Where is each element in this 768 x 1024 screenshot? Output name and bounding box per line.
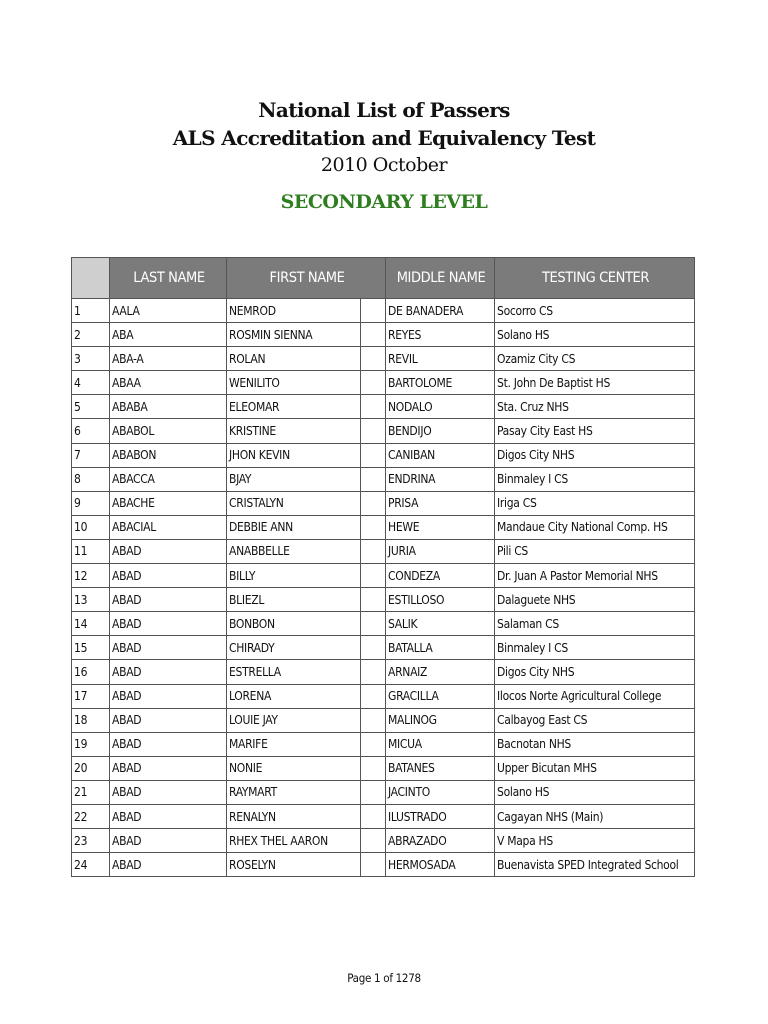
cell-index: 14 (72, 612, 110, 636)
cell-testing-center: Binmaley I CS (495, 636, 695, 660)
cell-middle-name: DE BANADERA (386, 299, 495, 323)
cell-index: 16 (72, 660, 110, 684)
cell-middle-name: CANIBAN (386, 443, 495, 467)
cell-middle-name: MALINOG (386, 708, 495, 732)
cell-testing-center: Pasay City East HS (495, 419, 695, 443)
table-row (72, 756, 695, 780)
cell-spacer (361, 829, 386, 853)
cell-testing-center: Dr. Juan A Pastor Memorial NHS (495, 564, 695, 588)
cell-index: 2 (72, 323, 110, 347)
table-row (72, 804, 695, 828)
cell-testing-center: Solano HS (495, 323, 695, 347)
cell-first-name: RENALYN (227, 804, 361, 828)
header-last-name: LAST NAME (110, 258, 227, 299)
header-middle-name: MIDDLE NAME (386, 258, 495, 299)
cell-index: 9 (72, 491, 110, 515)
cell-middle-name: ENDRINA (386, 467, 495, 491)
cell-first-name: ESTRELLA (227, 660, 361, 684)
cell-last-name: ABABOL (110, 419, 227, 443)
cell-index: 6 (72, 419, 110, 443)
cell-index: 3 (72, 347, 110, 371)
cell-testing-center: Sta. Cruz NHS (495, 395, 695, 419)
cell-first-name: WENILITO (227, 371, 361, 395)
cell-index: 12 (72, 564, 110, 588)
passers-table (71, 257, 695, 877)
cell-first-name: JHON KEVIN (227, 443, 361, 467)
cell-first-name: BONBON (227, 612, 361, 636)
cell-spacer (361, 756, 386, 780)
cell-last-name: ABAD (110, 829, 227, 853)
cell-testing-center: Digos City NHS (495, 660, 695, 684)
cell-index: 5 (72, 395, 110, 419)
table-row (72, 708, 695, 732)
table-row (72, 780, 695, 804)
cell-last-name: AALA (110, 299, 227, 323)
cell-spacer (361, 515, 386, 539)
cell-first-name: RHEX THEL AARON (227, 829, 361, 853)
cell-first-name: BLIEZL (227, 588, 361, 612)
cell-index: 11 (72, 539, 110, 563)
cell-last-name: ABAD (110, 756, 227, 780)
cell-spacer (361, 347, 386, 371)
cell-first-name: LORENA (227, 684, 361, 708)
cell-last-name: ABA (110, 323, 227, 347)
cell-last-name: ABAD (110, 564, 227, 588)
cell-last-name: ABACIAL (110, 515, 227, 539)
cell-middle-name: HEWE (386, 515, 495, 539)
cell-middle-name: ABRAZADO (386, 829, 495, 853)
cell-spacer (361, 467, 386, 491)
table-row (72, 515, 695, 539)
cell-middle-name: GRACILLA (386, 684, 495, 708)
cell-index: 24 (72, 853, 110, 877)
cell-index: 10 (72, 515, 110, 539)
cell-spacer (361, 588, 386, 612)
cell-middle-name: CONDEZA (386, 564, 495, 588)
cell-first-name: KRISTINE (227, 419, 361, 443)
table-row (72, 660, 695, 684)
cell-middle-name: BARTOLOME (386, 371, 495, 395)
cell-last-name: ABAD (110, 684, 227, 708)
document-title: National List of Passers (258, 98, 510, 122)
cell-last-name: ABAD (110, 853, 227, 877)
cell-testing-center: Iriga CS (495, 491, 695, 515)
table-row (72, 395, 695, 419)
table-row (72, 853, 695, 877)
cell-spacer (361, 419, 386, 443)
cell-last-name: ABAD (110, 660, 227, 684)
cell-index: 20 (72, 756, 110, 780)
cell-spacer (361, 853, 386, 877)
table-row (72, 299, 695, 323)
cell-spacer (361, 636, 386, 660)
cell-last-name: ABAD (110, 539, 227, 563)
cell-spacer (361, 708, 386, 732)
cell-last-name: ABACHE (110, 491, 227, 515)
cell-middle-name: SALIK (386, 612, 495, 636)
cell-first-name: DEBBIE ANN (227, 515, 361, 539)
cell-first-name: LOUIE JAY (227, 708, 361, 732)
cell-last-name: ABA-A (110, 347, 227, 371)
cell-middle-name: ESTILLOSO (386, 588, 495, 612)
cell-index: 8 (72, 467, 110, 491)
document-date: 2010 October (320, 154, 448, 176)
cell-spacer (361, 564, 386, 588)
cell-spacer (361, 395, 386, 419)
cell-last-name: ABABA (110, 395, 227, 419)
cell-spacer (361, 491, 386, 515)
cell-middle-name: BENDIJO (386, 419, 495, 443)
cell-testing-center: Dalaguete NHS (495, 588, 695, 612)
cell-first-name: BJAY (227, 467, 361, 491)
cell-last-name: ABAD (110, 732, 227, 756)
cell-first-name: ELEOMAR (227, 395, 361, 419)
document-subtitle: ALS Accreditation and Equivalency Test (172, 126, 596, 150)
cell-testing-center: Pili CS (495, 539, 695, 563)
cell-testing-center: V Mapa HS (495, 829, 695, 853)
cell-spacer (361, 539, 386, 563)
cell-last-name: ABAA (110, 371, 227, 395)
cell-last-name: ABACCA (110, 467, 227, 491)
cell-testing-center: Digos City NHS (495, 443, 695, 467)
level-heading: SECONDARY LEVEL (280, 191, 488, 213)
cell-index: 18 (72, 708, 110, 732)
cell-first-name: ROLAN (227, 347, 361, 371)
cell-first-name: CHIRADY (227, 636, 361, 660)
cell-testing-center: Mandaue City National Comp. HS (495, 515, 695, 539)
table-row (72, 829, 695, 853)
table-row (72, 467, 695, 491)
table-row (72, 371, 695, 395)
cell-testing-center: Ozamiz City CS (495, 347, 695, 371)
cell-first-name: NEMROD (227, 299, 361, 323)
cell-last-name: ABAD (110, 804, 227, 828)
cell-last-name: ABAD (110, 588, 227, 612)
cell-index: 4 (72, 371, 110, 395)
table-row (72, 491, 695, 515)
cell-spacer (361, 660, 386, 684)
cell-index: 13 (72, 588, 110, 612)
cell-first-name: NONIE (227, 756, 361, 780)
cell-spacer (361, 612, 386, 636)
cell-spacer (361, 732, 386, 756)
cell-last-name: ABAD (110, 636, 227, 660)
table-row (72, 636, 695, 660)
table-row (72, 419, 695, 443)
cell-middle-name: MICUA (386, 732, 495, 756)
cell-first-name: ROSMIN SIENNA (227, 323, 361, 347)
cell-middle-name: BATALLA (386, 636, 495, 660)
cell-last-name: ABABON (110, 443, 227, 467)
cell-middle-name: PRISA (386, 491, 495, 515)
cell-spacer (361, 443, 386, 467)
cell-first-name: MARIFE (227, 732, 361, 756)
cell-first-name: ROSELYN (227, 853, 361, 877)
cell-last-name: ABAD (110, 780, 227, 804)
cell-testing-center: Ilocos Norte Agricultural College (495, 684, 695, 708)
table-row (72, 684, 695, 708)
cell-middle-name: NODALO (386, 395, 495, 419)
cell-middle-name: JACINTO (386, 780, 495, 804)
cell-last-name: ABAD (110, 708, 227, 732)
cell-testing-center: Upper Bicutan MHS (495, 756, 695, 780)
cell-index: 22 (72, 804, 110, 828)
cell-first-name: BILLY (227, 564, 361, 588)
cell-spacer (361, 371, 386, 395)
cell-index: 7 (72, 443, 110, 467)
cell-testing-center: Socorro CS (495, 299, 695, 323)
table-row (72, 588, 695, 612)
cell-testing-center: Salaman CS (495, 612, 695, 636)
cell-testing-center: St. John De Baptist HS (495, 371, 695, 395)
header-index (72, 258, 110, 299)
cell-index: 1 (72, 299, 110, 323)
header-testing-center: TESTING CENTER (495, 258, 695, 299)
table-row (72, 347, 695, 371)
table-row (72, 612, 695, 636)
table-row (72, 732, 695, 756)
cell-spacer (361, 299, 386, 323)
cell-middle-name: REYES (386, 323, 495, 347)
table-row (72, 323, 695, 347)
document-header (0, 96, 768, 214)
cell-testing-center: Buenavista SPED Integrated School (495, 853, 695, 877)
table-row (72, 539, 695, 563)
cell-first-name: CRISTALYN (227, 491, 361, 515)
cell-spacer (361, 804, 386, 828)
cell-middle-name: ILUSTRADO (386, 804, 495, 828)
cell-spacer (361, 323, 386, 347)
cell-index: 19 (72, 732, 110, 756)
cell-middle-name: BATANES (386, 756, 495, 780)
cell-index: 17 (72, 684, 110, 708)
page-number: Page 1 of 1278 (347, 971, 421, 985)
cell-middle-name: ARNAIZ (386, 660, 495, 684)
cell-first-name: ANABBELLE (227, 539, 361, 563)
cell-index: 21 (72, 780, 110, 804)
header-first-name: FIRST NAME (227, 258, 386, 299)
cell-spacer (361, 780, 386, 804)
cell-testing-center: Calbayog East CS (495, 708, 695, 732)
table-header-row (72, 258, 695, 299)
cell-last-name: ABAD (110, 612, 227, 636)
table-row (72, 564, 695, 588)
cell-testing-center: Bacnotan NHS (495, 732, 695, 756)
cell-spacer (361, 684, 386, 708)
cell-middle-name: JURIA (386, 539, 495, 563)
cell-testing-center: Solano HS (495, 780, 695, 804)
table-row (72, 443, 695, 467)
cell-testing-center: Cagayan NHS (Main) (495, 804, 695, 828)
cell-middle-name: HERMOSADA (386, 853, 495, 877)
cell-index: 23 (72, 829, 110, 853)
cell-first-name: RAYMART (227, 780, 361, 804)
table-body (72, 299, 695, 877)
cell-testing-center: Binmaley I CS (495, 467, 695, 491)
cell-index: 15 (72, 636, 110, 660)
cell-middle-name: REVIL (386, 347, 495, 371)
